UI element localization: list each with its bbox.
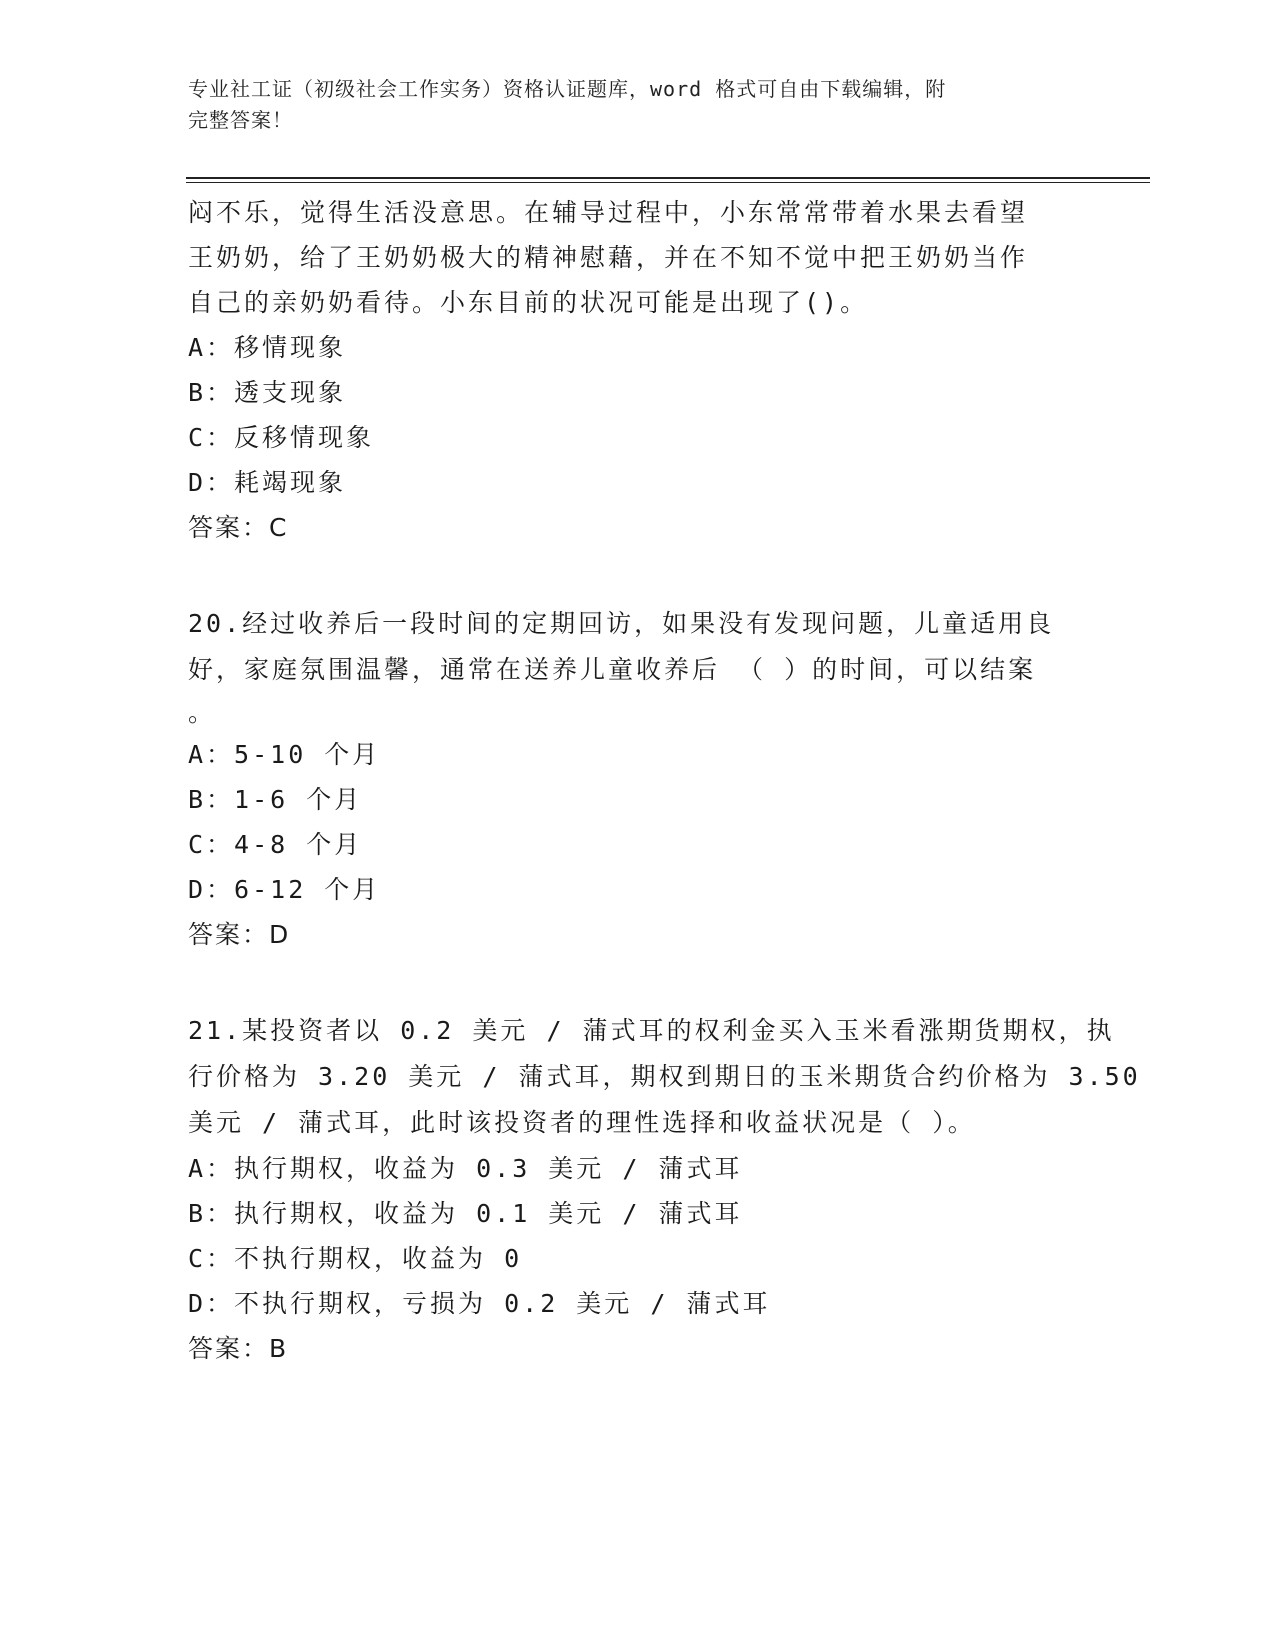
header-divider bbox=[186, 177, 1150, 179]
question-spacer bbox=[188, 958, 1088, 1008]
answer-line: 答案：B bbox=[188, 1334, 289, 1363]
question-21 bbox=[188, 1008, 1141, 1372]
question-list bbox=[188, 190, 1141, 1372]
option-b: B：1-6 个月 bbox=[188, 785, 363, 814]
document-header bbox=[188, 74, 1068, 136]
question-stem-line: 美元 / 蒲式耳，此时该投资者的理性选择和收益状况是（ ）。 bbox=[188, 1108, 976, 1137]
option-c: C：反移情现象 bbox=[188, 423, 375, 452]
question-stem-line: 。 bbox=[188, 698, 217, 727]
question-19 bbox=[188, 190, 1088, 551]
option-b: B：透支现象 bbox=[188, 378, 347, 407]
header-title-line-2: 完整答案！ bbox=[188, 108, 293, 132]
option-a: A：移情现象 bbox=[188, 333, 347, 362]
question-stem-line: 20.经过收养后一段时间的定期回访，如果没有发现问题，儿童适用良 bbox=[188, 609, 1055, 638]
option-c: C：4-8 个月 bbox=[188, 830, 363, 859]
option-d: D：6-12 个月 bbox=[188, 875, 381, 904]
question-stem-line: 21.某投资者以 0.2 美元 / 蒲式耳的权利金买入玉米看涨期货期权，执 bbox=[188, 1016, 1115, 1045]
header-divider-thin bbox=[186, 182, 1150, 183]
answer-line: 答案：D bbox=[188, 920, 291, 949]
question-20 bbox=[188, 601, 1088, 958]
question-stem-line: 闷不乐，觉得生活没意思。在辅导过程中，小东常常带着水果去看望 bbox=[188, 198, 1029, 227]
question-stem-line: 好，家庭氛围温馨，通常在送养儿童收养后 （ ）的时间，可以结案 bbox=[188, 655, 1037, 684]
option-c: C：不执行期权，收益为 0 bbox=[188, 1244, 523, 1273]
question-stem-line: 王奶奶，给了王奶奶极大的精神慰藉，并在不知不觉中把王奶奶当作 bbox=[188, 243, 1029, 272]
answer-line: 答案：C bbox=[188, 513, 289, 542]
option-d: D：耗竭现象 bbox=[188, 468, 347, 497]
option-a: A：5-10 个月 bbox=[188, 740, 381, 769]
question-stem-line: 自己的亲奶奶看待。小东目前的状况可能是出现了()。 bbox=[188, 288, 869, 317]
question-spacer bbox=[188, 551, 1088, 601]
option-d: D：不执行期权，亏损为 0.2 美元 / 蒲式耳 bbox=[188, 1289, 771, 1318]
option-b: B：执行期权，收益为 0.1 美元 / 蒲式耳 bbox=[188, 1199, 743, 1228]
option-a: A：执行期权，收益为 0.3 美元 / 蒲式耳 bbox=[188, 1154, 743, 1183]
header-title-line-1: 专业社工证（初级社会工作实务）资格认证题库，word 格式可自由下载编辑，附 bbox=[188, 77, 947, 101]
question-stem-line: 行价格为 3.20 美元 / 蒲式耳，期权到期日的玉米期货合约价格为 3.50 bbox=[188, 1062, 1141, 1091]
